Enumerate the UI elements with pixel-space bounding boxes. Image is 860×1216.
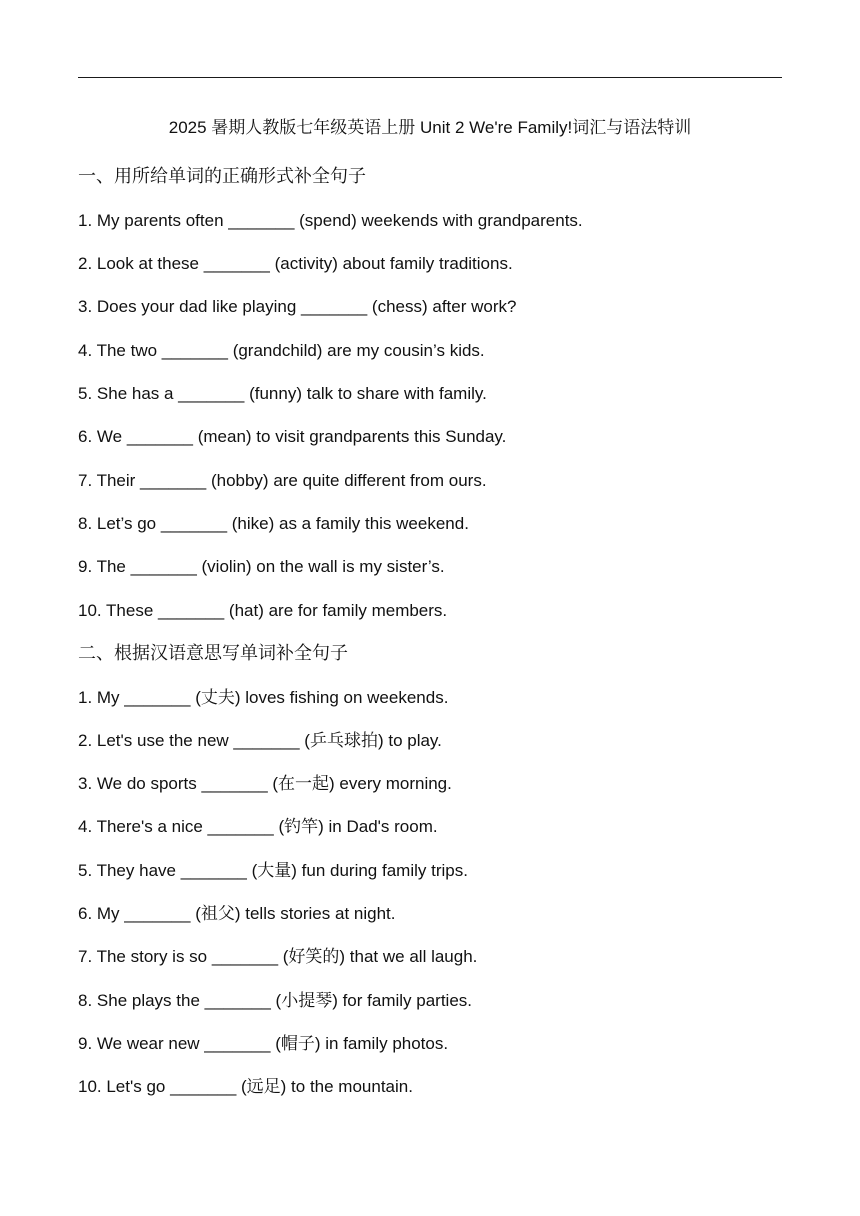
section-2-item-3: 3. We do sports _______ (在一起) every morning. [78,774,452,793]
section-2-item-2: 2. Let's use the new _______ (乒乓球拍) to play. [78,731,442,750]
section-1-item-7: 7. Their _______ (hobby) are quite different from ours. [78,471,487,490]
section-1-item-3: 3. Does your dad like playing _______ (chess) after work? [78,297,517,316]
section-1-item-1: 1. My parents often _______ (spend) weekends with grandparents. [78,211,583,230]
section-1-item-2: 2. Look at these _______ (activity) about family traditions. [78,254,513,273]
section-2-item-6: 6. My _______ (祖父) tells stories at night. [78,904,396,923]
section-1-item-10: 10. These _______ (hat) are for family members. [78,601,448,620]
section-1-item-9: 9. The _______ (violin) on the wall is my sister’s. [78,557,445,576]
header-rule [78,77,782,78]
document-title: 2025 暑期人教版七年级英语上册 Unit 2 We're Family!词汇与语法特训 [168,118,692,137]
section-2-item-4: 4. There's a nice _______ (钓竿) in Dad's room. [78,817,438,836]
section-2-item-1: 1. My _______ (丈夫) loves fishing on weekends. [78,688,449,707]
section-1-item-4: 4. The two _______ (grandchild) are my cousin’s kids. [78,341,485,360]
section-2-item-8: 8. She plays the _______ (小提琴) for family parties. [78,991,473,1010]
section-2-heading: 二、根据汉语意思写单词补全句子 [78,643,348,664]
section-2-item-7: 7. The story is so _______ (好笑的) that we all laugh. [78,947,478,966]
section-2-item-10: 10. Let's go _______ (远足) to the mountain. [78,1077,413,1096]
section-1-item-8: 8. Let’s go _______ (hike) as a family this weekend. [78,514,469,533]
section-1-item-5: 5. She has a _______ (funny) talk to share with family. [78,384,487,403]
section-1-item-6: 6. We _______ (mean) to visit grandparents this Sunday. [78,427,507,446]
section-1-heading: 一、用所给单词的正确形式补全句子 [78,166,366,187]
section-2-item-9: 9. We wear new _______ (帽子) in family photos. [78,1034,449,1053]
section-2-item-5: 5. They have _______ (大量) fun during family trips. [78,861,468,880]
